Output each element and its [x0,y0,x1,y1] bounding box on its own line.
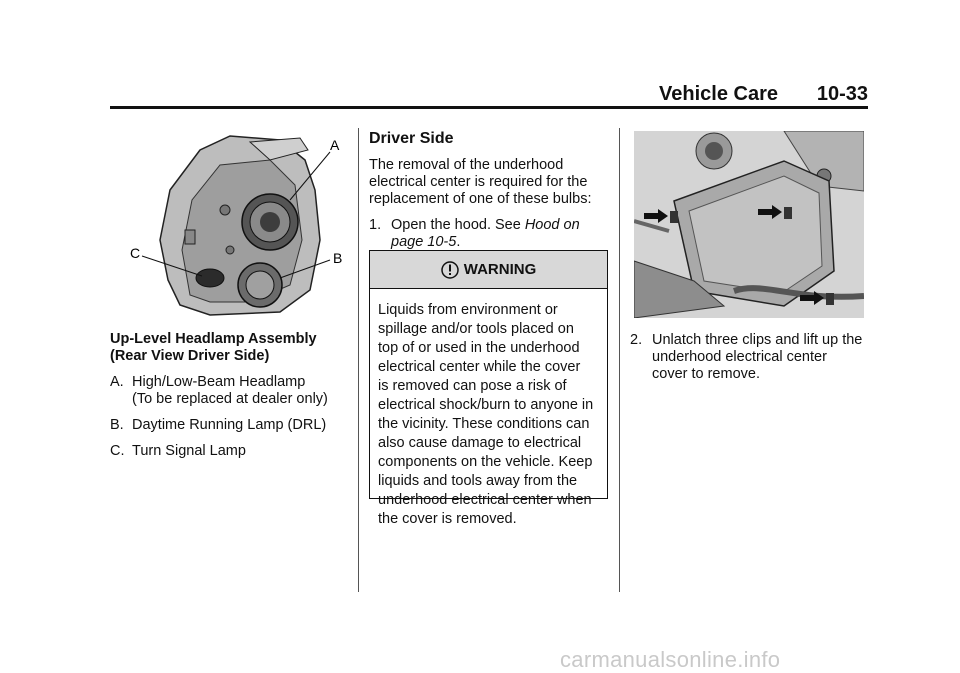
warning-box [369,250,608,527]
warning-body: Liquids from environment or spillage and/or tools placed on top of or used in the underhood electrical center while the cover is removed can pose a risk of electrical shock/burn to anyone in the vicinity. These conditions can also cause damage to electrical components on the vehicle. Keep liquids and tools away from the underhood electrical center when the cover is removed. [378,302,594,527]
page-header [110,83,868,107]
column-divider-right [619,128,620,592]
callout-b: B [333,250,343,266]
header-rule [110,106,868,109]
figure-caption: Up-Level Headlamp Assembly (Rear View Driver Side) [110,331,317,364]
page-number: 10-33 [816,83,868,105]
right-column [630,332,870,392]
warning-icon [441,261,459,279]
section-title: Vehicle Care [659,83,778,105]
watermark: carmanualsonline.info [560,647,781,672]
middle-column [369,130,609,260]
hood-reference[interactable]: Hood on [524,217,580,233]
list-item: A. High/Low-Beam Headlamp (To be replaced at dealer only) [110,374,328,407]
step-1: 1. Open the hood. See Hood on page 10-5. [369,217,580,250]
underhood-electrical-center-illustration [634,131,864,318]
list-item: C. Turn Signal Lamp [110,443,246,459]
column-divider-left [358,128,359,592]
section-heading: Driver Side [369,130,454,147]
warning-title: WARNING [463,261,537,278]
step-2: 2. Unlatch three clips and lift up the underhood electrical center cover to remove. [630,332,863,382]
left-column [110,331,350,469]
headlamp-assembly-illustration [130,130,348,320]
callout-a: A [330,137,340,153]
warning-header [370,251,607,289]
callout-c: C [130,245,141,261]
list-item: B. Daytime Running Lamp (DRL) [110,417,327,433]
intro-paragraph: The removal of the underhood electrical center is required for the replacement of one of these bulbs: [369,157,592,207]
